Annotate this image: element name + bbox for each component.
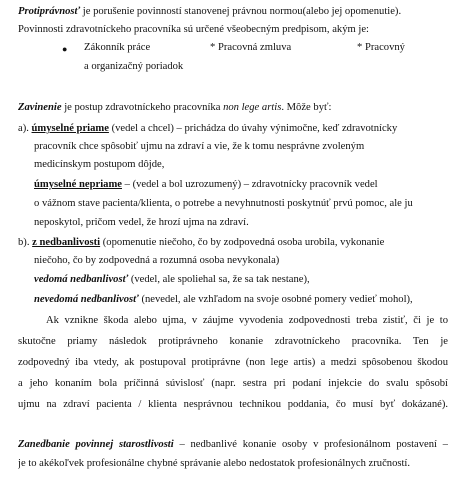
line-1: Protiprávnosť je porušenie povinností stanovenej právnou normou(alebo jej opomenutie). <box>18 6 402 17</box>
list-item: Zákonník práce <box>84 42 151 53</box>
term-vedoma: vedomá nedbanlivosť <box>34 274 129 285</box>
term-zanedbanie: Zanedbanie povinnej starostlivosti <box>18 439 174 450</box>
line-nepriame-3: neposkytol, pričom vedel, že hrozí ujma na zdraví. <box>34 217 249 228</box>
term-nevedoma: nevedomá nedbanlivosť <box>34 294 139 305</box>
list-item-continuation: a organizačný poriadok <box>84 61 184 72</box>
line-zanedbanie-2: je to akékoľvek profesionálne chybné správanie alebo nedostatok profesionálnych zručností. <box>18 458 411 469</box>
term-umyselne-nepriame: úmyselné nepriame <box>34 179 122 190</box>
para-line-4: a jeho konaním bola príčinná súvislosť (napr. sestra pri podaní injekcie do svalu spôsobí <box>18 378 448 389</box>
line-b-2: niečoho, čo by zodpovedná a rozumná osoba nevykonala) <box>34 255 280 266</box>
term-protipravnost: Protiprávnosť <box>18 6 81 17</box>
line-nepriame: úmyselné nepriame – (vedel a bol uzrozumený) – zdravotnícky pracovník vedel <box>34 179 378 190</box>
bullet-icon: ● <box>62 44 68 54</box>
para-line-3: zodpovedný iba vtedy, ak postupoval protiprávne (non lege artis) a medzi spôsobenou škodou <box>18 357 448 368</box>
line-a-3: medicínskym postupom dôjde, <box>34 159 165 170</box>
para-line-5: ujmu na zdraví pacienta / klienta nesprávnou technikou poddania, čo musí byť dokázané). <box>18 399 448 410</box>
line-zanedbanie: Zanedbanie povinnej starostlivosti – nedbanlivé konanie osoby v profesionálnom postavení – <box>18 439 448 450</box>
line-vedoma: vedomá nedbanlivosť (vedel, ale spoliehal sa, že sa tak nestane), <box>34 274 310 285</box>
para-line-1: Ak vznikne škoda alebo ujma, v záujme vyvodenia zodpovednosti treba zistiť, či je to <box>46 315 448 326</box>
line-nepriame-2: o vážnom stave pacienta/klienta, o potrebe a nevyhnutnosti poskytnúť prvú pomoc, ale ju <box>34 198 413 209</box>
term-z-nedbanlivosti: z nedbanlivosti <box>32 237 101 248</box>
line-a: a). úmyselné priame (vedel a chcel) – prichádza do úvahy výnimočne, keď zdravotnícky <box>18 123 398 134</box>
line-zavinenie: Zavinenie je postup zdravotníckeho pracovníka non lege artis. Môže byť: <box>18 102 332 113</box>
list-item: * Pracovný <box>357 42 405 53</box>
list-item: * Pracovná zmluva <box>210 42 292 53</box>
line-a-2: pracovník chce spôsobiť ujmu na zdraví a vie, že k tomu nesprávne zvoleným <box>34 141 365 152</box>
line-2: Povinnosti zdravotníckeho pracovníka sú určené všeobecným predpisom, akým je: <box>18 24 369 35</box>
term-zavinenie: Zavinenie <box>18 102 62 113</box>
para-line-2: skutočne priamy následok protiprávneho konanie zdravotníckeho pracovníka. Ten je <box>18 336 448 347</box>
line-b: b). z nedbanlivosti (opomenutie niečoho, čo by zodpovedná osoba urobila, vykonanie <box>18 237 385 248</box>
line-nevedoma: nevedomá nedbanlivosť (nevedel, ale vzhľadom na svoje osobné pomery vedieť mohol), <box>34 294 413 305</box>
term-umyselne-priame: úmyselné priame <box>31 123 109 134</box>
